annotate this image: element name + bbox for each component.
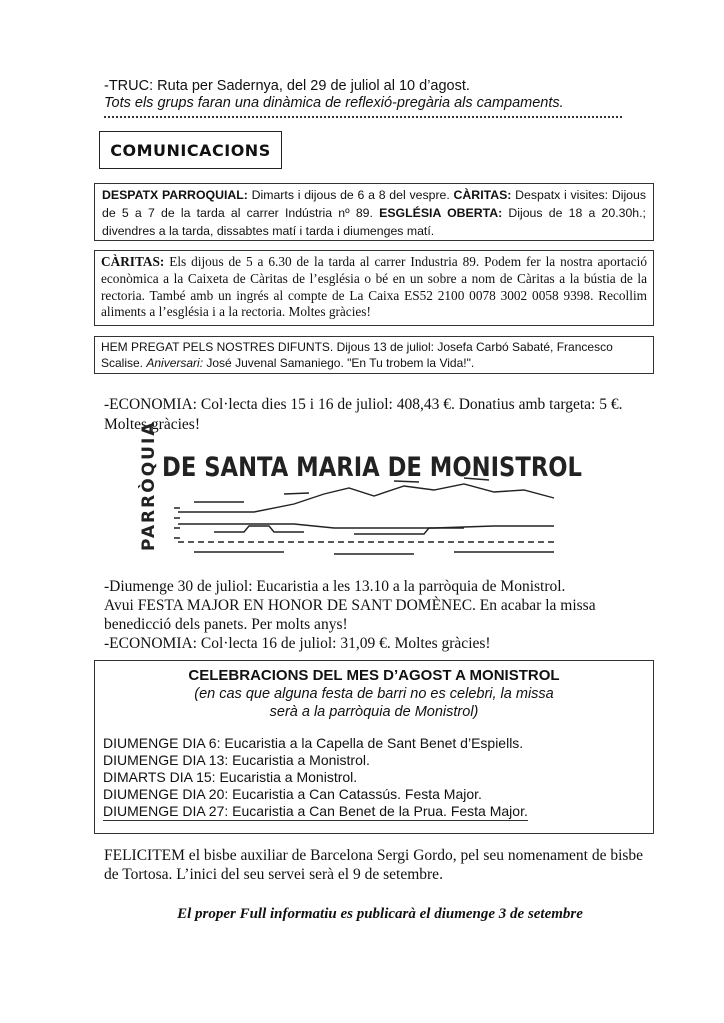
despatx-box [94, 183, 654, 241]
celebracions-box [94, 660, 654, 834]
economia-paragraph: -ECONOMIA: Col·lecta dies 15 i 16 de juliol: 408,43 €. Donatius amb targeta: 5 €. Moltes gràcies! [104, 396, 623, 433]
caritas-box-text: Els dijous de 5 a 6.30 de la tarda al carrer Industria 89. Podem fer la nostra aportació econòmica a la Caixeta de Càritas de l’església o bé en un sobre a nom de Càritas a la bústia de la rectoria. També amb un ingrés al compte de La Caixa ES52 2100 0078 3002 0058 9398. Recollim aliments a l’església i a la rectoria. Moltes gràcies! [101, 254, 647, 320]
caritas-box-label: CÀRITAS: [101, 254, 165, 269]
dotted-divider [104, 116, 622, 118]
celebracio-item: DIUMENGE DIA 20: Eucaristia a Can Catassús. Festa Major. [103, 786, 482, 802]
felicitem-paragraph: FELICITEM el bisbe auxiliar de Barcelona Sergi Gordo, pel seu nomenament de bisbe de Tortosa. L’inici del seu servei serà el 9 de setembre. [104, 847, 644, 883]
caritas-hours: Despatx i visites: Dijous de 5 a 7 de la tarda al carrer Indústria nº 89. [102, 188, 647, 220]
parish-logo [134, 420, 590, 566]
logo-title-text: DE SANTA MARIA DE MONISTROL [162, 452, 582, 483]
truc-note: Tots els grups faran una dinàmica de reflexió-pregària als campaments. [104, 95, 564, 111]
aniversari-label: Aniversari: [146, 356, 204, 370]
economia-line: -ECONOMIA: Col·lecta 16 de juliol: 31,09 €. Moltes gràcies! [104, 635, 491, 652]
aniversari-text: José Juvenal Samaniego. "En Tu trobem la Vida!". [203, 356, 475, 370]
esglesia-oberta-hours: Dijous de 18 a 20.30h.; divendres a la tarda, dissabtes matí i tarda i diumenges matí. [102, 206, 646, 238]
difunts-text: HEM PREGAT PELS NOSTRES DIFUNTS. Dijous 13 de juliol: Josefa Carbó Sabaté, Francesco Scalise. [101, 340, 613, 370]
despatx-label: DESPATX PARROQUIAL: [102, 188, 248, 202]
difunts-box [94, 336, 654, 374]
despatx-text: Dimarts i dijous de 6 a 8 del vespre. [247, 188, 454, 202]
esglesia-oberta-label: ESGLÉSIA OBERTA: [379, 206, 503, 220]
comunicacions-heading: COMUNICACIONS [99, 131, 282, 169]
celebracions-subtitle: (en cas que alguna festa de barri no es celebri, la missa serà a la parròquia de Monistrol) [194, 686, 554, 720]
celebracio-item: DIUMENGE DIA 27: Eucaristia a Can Benet de la Prua. Festa Major. [103, 803, 528, 819]
celebracions-title: CELEBRACIONS DEL MES D’AGOST A MONISTROL [188, 667, 560, 684]
celebracio-item: DIUMENGE DIA 13: Eucaristia a Monistrol. [103, 752, 370, 768]
caritas-label: CÀRITAS: [453, 188, 512, 202]
landscape-drawing [174, 478, 554, 554]
truc-notice [104, 78, 644, 112]
caritas-box [94, 250, 654, 326]
diumenge-30-section [104, 577, 656, 653]
celebracio-item: DIUMENGE DIA 6: Eucaristia a la Capella de Sant Benet d’Espiells. [103, 735, 524, 751]
proper-full-note: El proper Full informatiu es publicarà el diumenge 3 de setembre [177, 906, 583, 922]
logo-vertical-text: PARRÒQUIA [139, 420, 159, 551]
eucaristia-line: -Diumenge 30 de juliol: Eucaristia a les 13.10 a la parròquia de Monistrol. [104, 578, 566, 595]
celebracio-item: DIMARTS DIA 15: Eucaristia a Monistrol. [103, 769, 358, 785]
truc-line: -TRUC: Ruta per Sadernya, del 29 de juliol al 10 d’agost. [104, 78, 470, 94]
festa-major-line: Avui FESTA MAJOR EN HONOR DE SANT DOMÈNEC. En acabar la missa benedicció dels panets. Per molts anys! [104, 597, 596, 633]
